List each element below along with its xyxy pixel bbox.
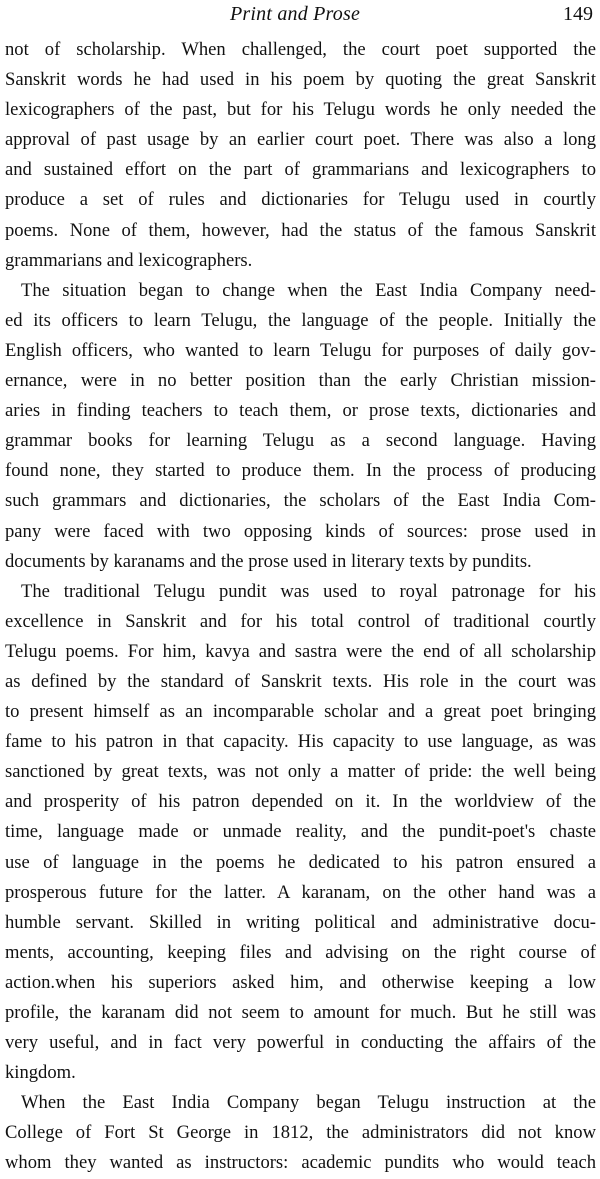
text-line: found none, they started to produce them. In the process of producing [5, 460, 596, 482]
text-line: humble servant. Skilled in writing political and administrative docu- [5, 911, 596, 933]
text-line: as defined by the standard of Sanskrit texts. His role in the court was [5, 670, 596, 692]
text-line: and sustained effort on the part of grammarians and lexicographers to [5, 159, 596, 181]
text-line: excellence in Sanskrit and for his total control of traditional courtly [5, 610, 596, 632]
text-line: documents by karanams and the prose used in literary texts by pundits. [5, 550, 532, 572]
text-line: ernance, were in no better position than the early Christian mission- [5, 370, 596, 392]
text-line: action.when his superiors asked him, and otherwise keeping a low [5, 971, 596, 993]
text-line: College of Fort St George in 1812, the administrators did not know [5, 1122, 596, 1144]
text-line: fame to his patron in that capacity. His capacity to use language, as was [5, 731, 596, 753]
running-header [0, 0, 600, 32]
paragraph [0, 577, 600, 1089]
text-line: approval of past usage by an earlier court poet. There was also a long [5, 129, 596, 151]
page-number: 149 [563, 3, 593, 25]
text-line: profile, the karanam did not seem to amount for much. But he still was [5, 1002, 596, 1023]
text-line: aries in finding teachers to teach them, or prose texts, dictionaries and [5, 400, 596, 422]
text-line: Sanskrit words he had used in his poem by quoting the great Sanskrit [5, 69, 596, 91]
body-text [0, 35, 600, 1179]
text-line: ments, accounting, keeping files and advising on the right course of [5, 941, 596, 963]
paragraph [0, 276, 600, 577]
text-line: The traditional Telugu pundit was used to royal patronage for his [21, 580, 596, 602]
text-line: grammarians and lexicographers. [5, 249, 253, 271]
text-line: kingdom. [5, 1062, 76, 1084]
text-line: and prosperity of his patron depended on it. In the worldview of the [5, 791, 596, 813]
text-line: time, language made or unmade reality, and the pundit-poet's chaste [5, 821, 596, 843]
text-line: When the East India Company began Telugu instruction at the [21, 1092, 596, 1114]
text-line: ed its officers to learn Telugu, the language of the people. Initially the [5, 309, 596, 331]
running-title: Print and Prose [230, 3, 361, 25]
paragraph [0, 1088, 600, 1178]
text-line: English officers, who wanted to learn Telugu for purposes of daily gov- [5, 339, 596, 361]
text-line: lexicographers of the past, but for his Telugu words he only needed the [5, 99, 596, 121]
text-line: produce a set of rules and dictionaries for Telugu used in courtly [5, 189, 596, 211]
text-line: sanctioned by great texts, was not only a matter of pride: the well being [5, 761, 596, 783]
text-line: grammar books for learning Telugu as a second language. Having [5, 430, 596, 452]
text-line: use of language in the poems he dedicated to his patron ensured a [5, 851, 596, 873]
text-line: whom they wanted as instructors: academic pundits who would teach [5, 1152, 596, 1174]
text-line: Telugu poems. For him, kavya and sastra were the end of all scholarship [5, 640, 596, 662]
text-line: prosperous future for the latter. A karanam, on the other hand was a [5, 881, 596, 903]
paragraph [0, 35, 600, 276]
text-line: pany were faced with two opposing kinds of sources: prose used in [5, 520, 596, 542]
text-line: poems. None of them, however, had the status of the famous Sanskrit [5, 219, 596, 241]
text-line: not of scholarship. When challenged, the court poet supported the [5, 39, 596, 60]
text-line: to present himself as an incomparable scholar and a great poet bringing [5, 701, 596, 723]
text-line: very useful, and in fact very powerful in conducting the affairs of the [5, 1032, 596, 1054]
text-line: such grammars and dictionaries, the scholars of the East India Com- [5, 490, 596, 512]
text-line: The situation began to change when the East India Company need- [21, 279, 596, 301]
